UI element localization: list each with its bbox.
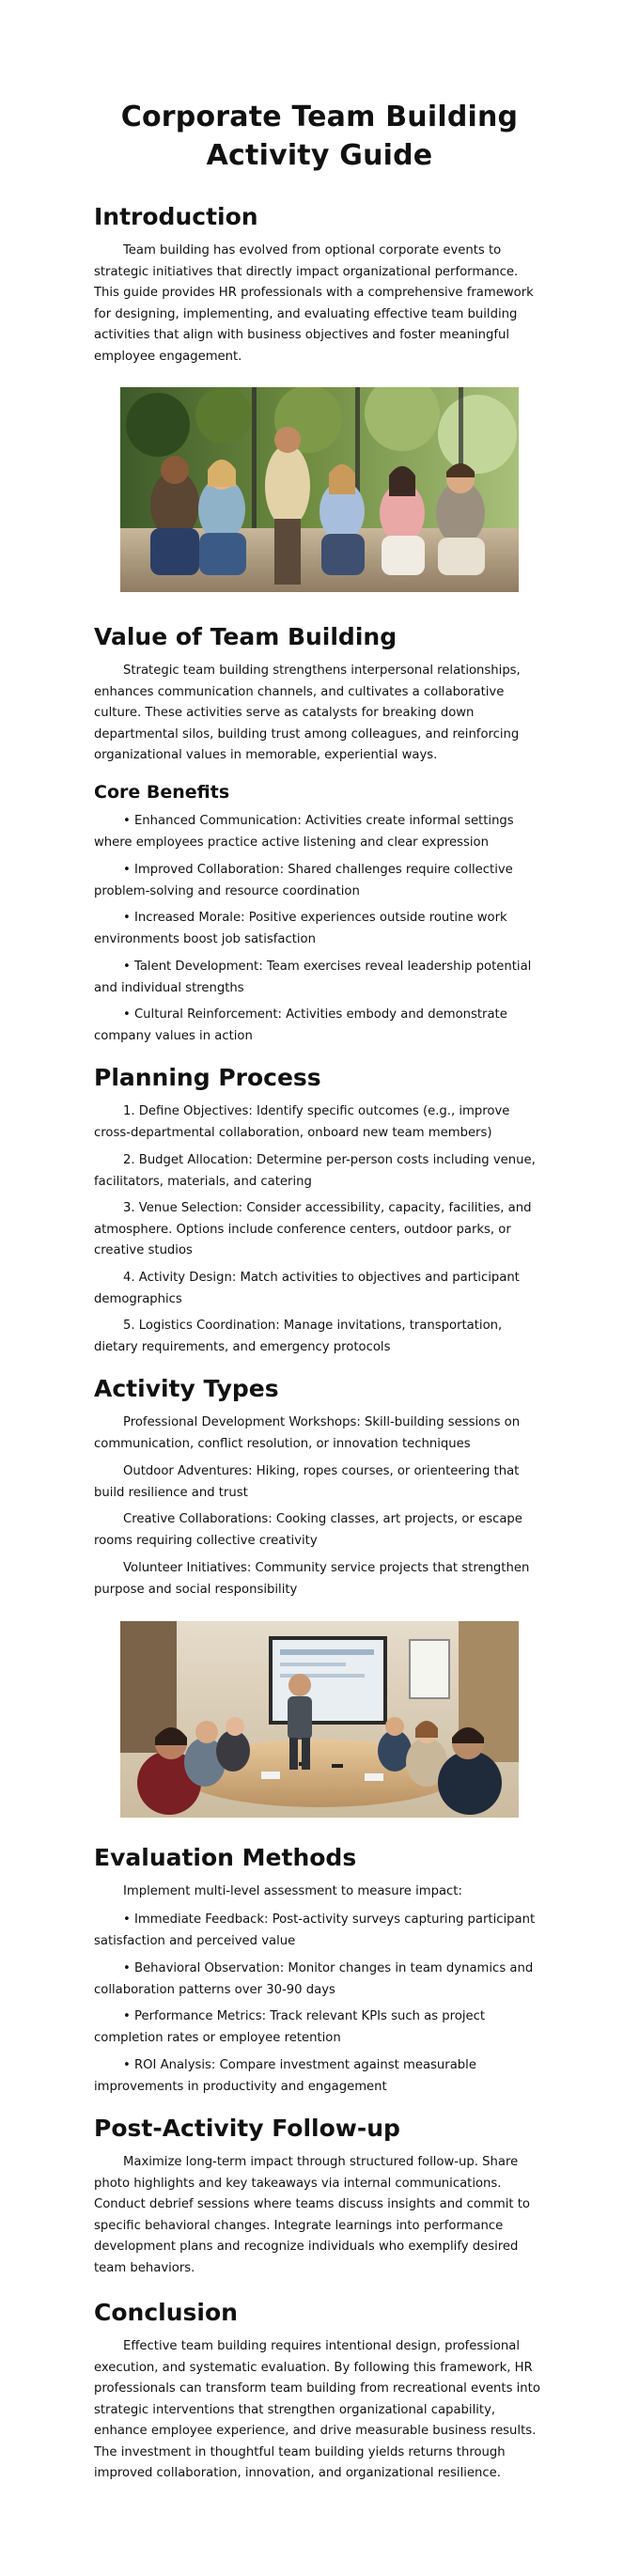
planning-step: 5. Logistics Coordination: Manage invitations, transportation, dietary requirements, and emergency protocols bbox=[94, 1319, 503, 1354]
evaluation-item: • Performance Metrics: Track relevant KPIs such as project completion rates or employee retention bbox=[94, 2009, 486, 2045]
value-heading: Value of Team Building bbox=[94, 623, 397, 650]
introduction-paragraph: Team building has evolved from optional corporate events to strategic initiatives that directly impact organizational performance. This guide provides HR professionals with a comprehensive framework for designing, implementing, and evaluating effective team building activities that align with business objectives and foster meaningful employee engagement. bbox=[94, 243, 534, 364]
activity-types-heading: Activity Types bbox=[94, 1375, 279, 1402]
introduction-heading: Introduction bbox=[94, 203, 258, 230]
planning-step: 1. Define Objectives: Identify specific outcomes (e.g., improve cross-departmental collaboration, onboard new team members) bbox=[94, 1104, 510, 1140]
benefit-item: • Improved Collaboration: Shared challenges require collective problem-solving and resource coordination bbox=[94, 863, 513, 898]
activity-type-item: Volunteer Initiatives: Community service projects that strengthen purpose and social responsibility bbox=[94, 1561, 530, 1597]
followup-heading: Post-Activity Follow-up bbox=[94, 2115, 400, 2142]
evaluation-heading: Evaluation Methods bbox=[94, 1844, 357, 1871]
evaluation-item: • Immediate Feedback: Post-activity surveys capturing participant satisfaction and perceived value bbox=[94, 1912, 536, 1948]
planning-step: 3. Venue Selection: Consider accessibility, capacity, facilities, and atmosphere. Options include conference centers, outdoor parks, or creative studios bbox=[94, 1201, 532, 1257]
evaluation-item: • Behavioral Observation: Monitor changes in team dynamics and collaboration patterns over 30-90 days bbox=[94, 1961, 534, 1997]
value-paragraph: Strategic team building strengthens interpersonal relationships, enhances communication channels, and cultivates a collaborative culture. These activities serve as catalysts for breaking down departmental silos, building trust among colleagues, and reinforcing organizational values in memorable, experiential ways. bbox=[94, 664, 521, 762]
followup-paragraph: Maximize long-term impact through structured follow-up. Share photo highlights and key takeaways via internal communications. Conduct debrief sessions where teams discuss insights and commit to specific behavioral changes. Integrate learnings into performance development plans and recognize individuals who exemplify desired team behaviors. bbox=[94, 2155, 530, 2275]
benefit-item: • Talent Development: Team exercises reveal leadership potential and individual strengths bbox=[94, 960, 532, 995]
activity-type-item: Professional Development Workshops: Skill-building sessions on communication, conflict resolution, or innovation techniques bbox=[94, 1415, 521, 1451]
planning-heading: Planning Process bbox=[94, 1064, 321, 1091]
document-title: Corporate Team Building Activity Guide bbox=[120, 101, 519, 172]
benefit-item: • Enhanced Communication: Activities create informal settings where employees practice active listening and clear expression bbox=[94, 814, 514, 850]
evaluation-item: • ROI Analysis: Compare investment against measurable improvements in productivity and engagement bbox=[94, 2058, 476, 2094]
team-discussion-photo bbox=[120, 387, 519, 592]
core-benefits-heading: Core Benefits bbox=[94, 782, 230, 803]
benefit-item: • Increased Morale: Positive experiences outside routine work environments boost job satisfaction bbox=[94, 911, 507, 946]
activity-type-item: Outdoor Adventures: Hiking, ropes courses, or orienteering that build resilience and trust bbox=[94, 1464, 520, 1500]
planning-step: 2. Budget Allocation: Determine per-person costs including venue, facilitators, materials, and catering bbox=[94, 1153, 536, 1189]
planning-step: 4. Activity Design: Match activities to objectives and participant demographics bbox=[94, 1271, 520, 1306]
conclusion-paragraph: Effective team building requires intentional design, professional execution, and systematic evaluation. By following this framework, HR professionals can transform team building from recreational events into strategic interventions that strengthen organizational capability, enhance employee experience, and drive measurable business results. The investment in thoughtful team building yields returns through improved collaboration, innovation, and organizational resilience. bbox=[94, 2339, 540, 2480]
conclusion-heading: Conclusion bbox=[94, 2299, 238, 2326]
evaluation-intro: Implement multi-level assessment to measure impact: bbox=[123, 1884, 462, 1898]
activity-type-item: Creative Collaborations: Cooking classes, art projects, or escape rooms requiring collective creativity bbox=[94, 1512, 522, 1548]
conference-meeting-photo bbox=[120, 1621, 519, 1818]
benefit-item: • Cultural Reinforcement: Activities embody and demonstrate company values in action bbox=[94, 1007, 507, 1043]
